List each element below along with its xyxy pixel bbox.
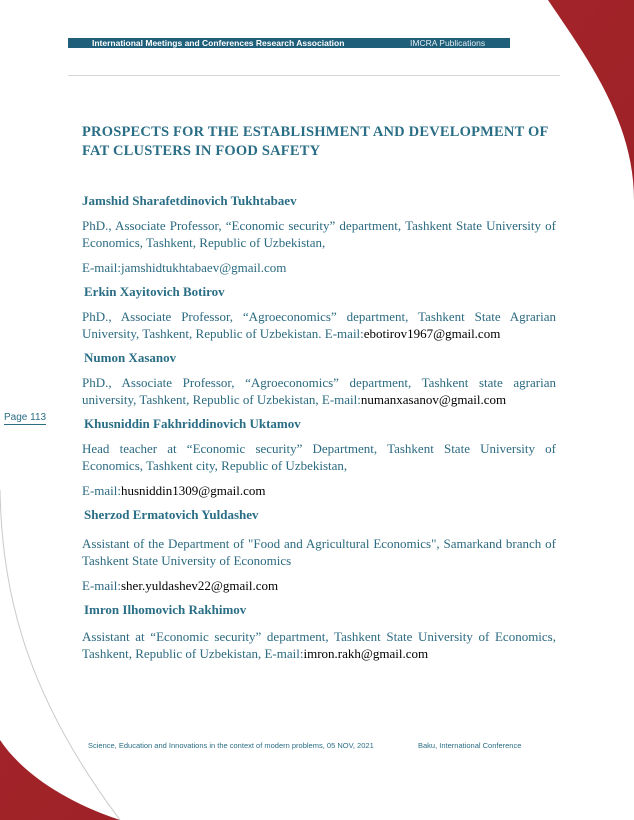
- author-block: [82, 507, 556, 594]
- author-email[interactable]: sher.yuldashev22@gmail.com: [121, 578, 279, 593]
- footer-conference-text: Science, Education and Innovations in the context of modern problems, 05 NOV, 2021: [88, 741, 374, 750]
- author-name: Numon Xasanov: [84, 350, 177, 365]
- author-name: Imron Ilhomovich Rakhimov: [84, 602, 247, 617]
- top-divider: [68, 75, 560, 76]
- author-affiliation: [82, 308, 556, 342]
- author-email[interactable]: husniddin1309@gmail.com: [121, 483, 266, 498]
- author-email[interactable]: imron.rakh@gmail.com: [303, 646, 429, 661]
- email-prefix: E-mail:: [82, 483, 121, 498]
- footer-location-text: Baku, International Conference: [418, 741, 522, 750]
- author-affiliation: PhD., Associate Professor, “Economic security” department, Tashkent State University of Economics, Tashkent, Republic of Uzbekistan,: [82, 218, 556, 250]
- author-block: [82, 416, 556, 499]
- affiliation-text: PhD., Associate Professor, “Agroeconomics” department, Tashkent State Agrarian University, Tashkent, Republic of Uzbekistan. E-mail:: [82, 309, 556, 341]
- author-block: [82, 284, 556, 342]
- author-email[interactable]: ebotirov1967@gmail.com: [363, 326, 501, 341]
- author-block: [82, 193, 556, 276]
- email-prefix: E-mail:: [82, 578, 121, 593]
- paper-title: PROSPECTS FOR THE ESTABLISHMENT AND DEVELOPMENT OF FAT CLUSTERS IN FOOD SAFETY: [82, 124, 549, 159]
- page-number-label: Page 113: [4, 412, 47, 423]
- author-block: [82, 350, 556, 408]
- header-bar: [68, 38, 510, 48]
- author-email-line: [82, 259, 556, 276]
- author-affiliation: [82, 374, 556, 408]
- author-affiliation: Head teacher at “Economic security” Department, Tashkent State University of Economics, Tashkent city, Republic of Uzbekistan,: [82, 441, 556, 473]
- author-name: Jamshid Sharafetdinovich Tukhtabaev: [82, 193, 297, 208]
- affiliation-text: Assistant at “Economic security” department, Tashkent State University of Economics, Tashkent, Republic of Uzbekistan, E-mail:: [82, 629, 556, 661]
- author-email-line: [82, 577, 556, 594]
- header-publications-text: IMCRA Publications: [410, 38, 486, 48]
- author-affiliation: [82, 628, 556, 662]
- author-name: Khusniddin Fakhriddinovich Uktamov: [84, 416, 301, 431]
- author-list: [82, 193, 556, 662]
- author-email-line: [82, 482, 556, 499]
- author-affiliation: Assistant of the Department of "Food and Agricultural Economics", Samarkand branch of Tashkent State University of Economics: [82, 536, 556, 568]
- author-name: Erkin Xayitovich Botirov: [84, 284, 225, 299]
- author-name: Sherzod Ermatovich Yuldashev: [84, 507, 259, 522]
- email-prefix: E-mail:: [82, 260, 121, 275]
- author-email[interactable]: numanxasanov@gmail.com: [360, 392, 507, 407]
- header-association-text: International Meetings and Conferences Research Association: [92, 38, 345, 48]
- affiliation-text: PhD., Associate Professor, “Agroeconomics” department, Tashkent state agrarian university, Tashkent, Republic of Uzbekistan, E-mail:: [82, 375, 556, 407]
- author-block: [82, 602, 556, 662]
- page-footer: [88, 741, 522, 750]
- author-email[interactable]: jamshidtukhtabaev@gmail.com: [121, 260, 287, 275]
